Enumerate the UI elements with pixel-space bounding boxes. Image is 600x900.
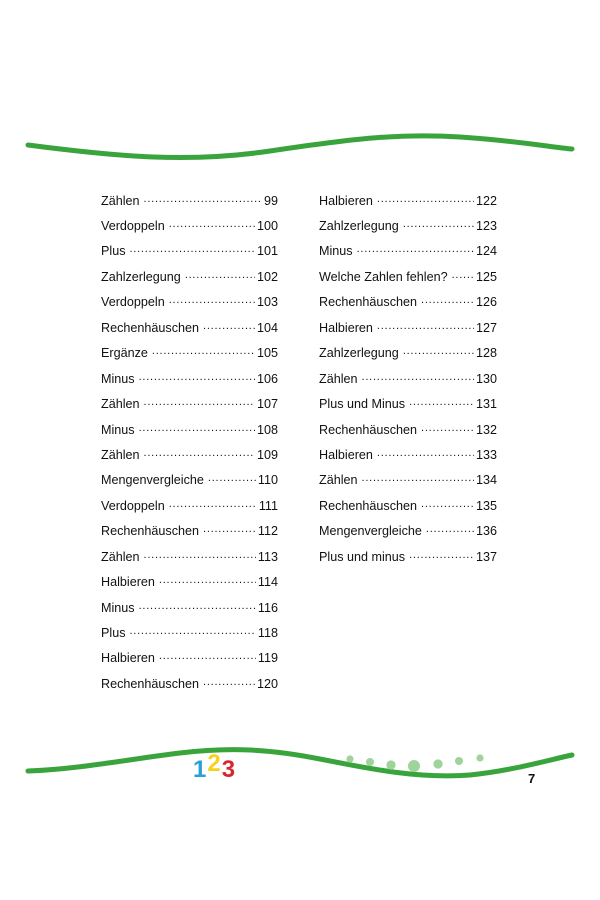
- toc-leader-dots: [421, 294, 474, 307]
- toc-entry-page: 127: [475, 320, 497, 335]
- toc-entry-title: Zählen: [101, 193, 140, 208]
- toc-entry-title: Rechenhäuschen: [319, 498, 418, 513]
- toc-entry-title: Mengenvergleiche: [101, 473, 204, 488]
- toc-entry-page: 106: [256, 371, 278, 386]
- decor-dot: [366, 758, 374, 766]
- toc-entry: [101, 319, 278, 344]
- toc-entry-title: Zählen: [319, 473, 358, 488]
- toc-entry-title: Ergänze: [101, 346, 148, 361]
- toc-column-right: [319, 192, 497, 574]
- toc-entry-page: 109: [256, 447, 278, 462]
- toc-entry-title: Halbieren: [319, 193, 373, 208]
- toc-entry: [319, 217, 497, 242]
- toc-entry-title: Zählen: [101, 549, 140, 564]
- toc-leader-dots: [377, 319, 474, 332]
- toc-entry: [319, 446, 497, 471]
- decor-dot: [346, 755, 353, 762]
- toc-leader-dots: [362, 370, 474, 383]
- toc-entry-title: Rechenhäuschen: [101, 524, 200, 539]
- toc-entry: [101, 370, 278, 395]
- toc-leader-dots: [426, 523, 474, 536]
- toc-entry: [101, 345, 278, 370]
- toc-entry-page: 101: [256, 244, 278, 259]
- toc-entry-page: 126: [475, 295, 497, 310]
- toc-leader-dots: [452, 268, 474, 281]
- toc-entry-title: Verdoppeln: [101, 295, 165, 310]
- toc-entry: [101, 650, 278, 675]
- toc-leader-dots: [357, 243, 474, 256]
- toc-leader-dots: [403, 345, 474, 358]
- toc-entry-title: Plus und minus: [319, 549, 406, 564]
- decor-dot: [455, 757, 463, 765]
- toc-entry: [319, 268, 497, 293]
- toc-entry: [319, 396, 497, 421]
- toc-entry: [101, 574, 278, 599]
- toc-entry-title: Rechenhäuschen: [101, 320, 200, 335]
- toc-entry: [319, 370, 497, 395]
- toc-entry: [101, 548, 278, 573]
- toc-entry-page: 123: [475, 219, 497, 234]
- toc-entry: [319, 294, 497, 319]
- toc-entry-title: Zählen: [101, 447, 140, 462]
- toc-entry-title: Minus: [101, 371, 135, 386]
- toc-entry-page: 99: [263, 193, 278, 208]
- toc-entry: [101, 446, 278, 471]
- toc-entry: [319, 523, 497, 548]
- toc-entry: [101, 421, 278, 446]
- toc-entry: [101, 675, 278, 700]
- toc-entry-title: Halbieren: [319, 447, 373, 462]
- toc-entry-title: Zählen: [319, 371, 358, 386]
- toc-column-left: [101, 192, 278, 701]
- page-number: 7: [528, 771, 536, 786]
- toc-leader-dots: [139, 370, 255, 383]
- toc-leader-dots: [144, 192, 262, 205]
- toc-entry-page: 107: [256, 397, 278, 412]
- toc-leader-dots: [144, 446, 255, 459]
- toc-entry-page: 135: [475, 498, 497, 513]
- toc-entry-title: Rechenhäuschen: [319, 295, 418, 310]
- bottom-wave-decoration: [0, 735, 600, 795]
- toc-entry-title: Zählen: [101, 397, 140, 412]
- toc-entry-page: 108: [256, 422, 278, 437]
- logo-digit-1: 1: [193, 756, 208, 783]
- toc-leader-dots: [362, 472, 474, 485]
- toc-entry: [101, 217, 278, 242]
- toc-leader-dots: [377, 446, 474, 459]
- toc-entry-title: Zahlzerlegung: [101, 269, 181, 284]
- toc-entry: [101, 243, 278, 268]
- toc-entry-page: 132: [475, 422, 497, 437]
- toc-entry-page: 103: [256, 295, 278, 310]
- toc-entry-page: 122: [475, 193, 497, 208]
- toc-leader-dots: [130, 624, 256, 637]
- toc-leader-dots: [409, 396, 474, 409]
- toc-entry-page: 125: [475, 269, 497, 284]
- toc-entry-page: 133: [475, 447, 497, 462]
- toc-entry-page: 113: [257, 549, 278, 564]
- decor-dot: [408, 760, 420, 772]
- toc-entry-page: 128: [475, 346, 497, 361]
- toc-leader-dots: [185, 268, 255, 281]
- toc-entry-page: 137: [475, 549, 497, 564]
- numbers-logo: [193, 750, 237, 783]
- toc-entry-page: 120: [256, 676, 278, 691]
- toc-entry-page: 131: [475, 397, 497, 412]
- toc-entry-page: 104: [256, 320, 278, 335]
- toc-leader-dots: [421, 421, 474, 434]
- toc-entry: [319, 345, 497, 370]
- toc-leader-dots: [144, 548, 256, 561]
- toc-entry: [101, 523, 278, 548]
- toc-entry-title: Verdoppeln: [101, 219, 165, 234]
- toc-entry-page: 116: [257, 600, 278, 615]
- toc-leader-dots: [203, 319, 255, 332]
- toc-entry-page: 105: [256, 346, 278, 361]
- toc-leader-dots: [203, 675, 255, 688]
- toc-leader-dots: [421, 497, 474, 510]
- decor-dot: [386, 760, 395, 769]
- toc-leader-dots: [403, 217, 474, 230]
- toc-entry-title: Rechenhäuschen: [319, 422, 418, 437]
- toc-leader-dots: [152, 345, 255, 358]
- toc-entry: [101, 624, 278, 649]
- toc-entry-page: 102: [256, 269, 278, 284]
- toc-entry: [101, 192, 278, 217]
- toc-entry-page: 114: [257, 575, 278, 590]
- toc-entry: [319, 192, 497, 217]
- toc-entry-page: 110: [257, 473, 278, 488]
- toc-leader-dots: [144, 396, 255, 409]
- toc-entry: [319, 472, 497, 497]
- toc-leader-dots: [159, 650, 256, 663]
- toc-leader-dots: [208, 472, 256, 485]
- toc-leader-dots: [203, 523, 256, 536]
- toc-entry: [319, 421, 497, 446]
- toc-entry: [101, 294, 278, 319]
- toc-leader-dots: [139, 421, 255, 434]
- toc-entry-title: Minus: [101, 600, 135, 615]
- toc-entry: [101, 396, 278, 421]
- toc-entry-title: Halbieren: [101, 575, 155, 590]
- toc-entry-title: Plus: [101, 244, 126, 259]
- toc-leader-dots: [409, 548, 474, 561]
- decor-dot: [476, 754, 483, 761]
- toc-entry-title: Zahlzerlegung: [319, 346, 399, 361]
- toc-entry: [319, 243, 497, 268]
- toc-entry-title: Halbieren: [319, 320, 373, 335]
- toc-entry-title: Zahlzerlegung: [319, 219, 399, 234]
- logo-digit-2: 2: [207, 750, 222, 777]
- toc-leader-dots: [130, 243, 255, 256]
- logo-digit-3: 3: [221, 756, 237, 783]
- toc-entry-title: Minus: [319, 244, 353, 259]
- toc-entry-page: 134: [475, 473, 497, 488]
- toc-entry-title: Halbieren: [101, 651, 155, 666]
- toc-entry-title: Plus: [101, 626, 126, 641]
- toc-entry-page: 118: [257, 626, 278, 641]
- decor-dot: [433, 759, 442, 768]
- toc-entry: [101, 497, 278, 522]
- bottom-wave-line: [28, 750, 572, 776]
- toc-entry: [319, 319, 497, 344]
- toc-entry-page: 100: [256, 219, 278, 234]
- toc-entry-page: 112: [257, 524, 278, 539]
- toc-leader-dots: [377, 192, 474, 205]
- toc-entry-title: Welche Zahlen fehlen?: [319, 269, 448, 284]
- toc-leader-dots: [169, 217, 255, 230]
- toc-entry: [101, 268, 278, 293]
- toc-entry: [319, 548, 497, 573]
- toc-entry-page: 136: [475, 524, 497, 539]
- toc-entry-title: Mengenvergleiche: [319, 524, 422, 539]
- toc-entry-page: 124: [475, 244, 497, 259]
- toc-entry-title: Verdoppeln: [101, 498, 165, 513]
- toc-entry-title: Plus und Minus: [319, 397, 406, 412]
- toc-entry-title: Rechenhäuschen: [101, 676, 200, 691]
- toc-entry-title: Minus: [101, 422, 135, 437]
- toc-leader-dots: [139, 599, 256, 612]
- toc-entry: [101, 599, 278, 624]
- toc-leader-dots: [169, 497, 257, 510]
- toc-entry-page: 119: [257, 651, 278, 666]
- toc-entry: [101, 472, 278, 497]
- toc-entry-page: 111: [258, 498, 278, 513]
- top-wave-line: [28, 136, 572, 158]
- top-wave-decoration: [0, 125, 600, 175]
- toc-leader-dots: [159, 574, 256, 587]
- toc-entry: [319, 497, 497, 522]
- toc-entry-page: 130: [475, 371, 497, 386]
- toc-leader-dots: [169, 294, 255, 307]
